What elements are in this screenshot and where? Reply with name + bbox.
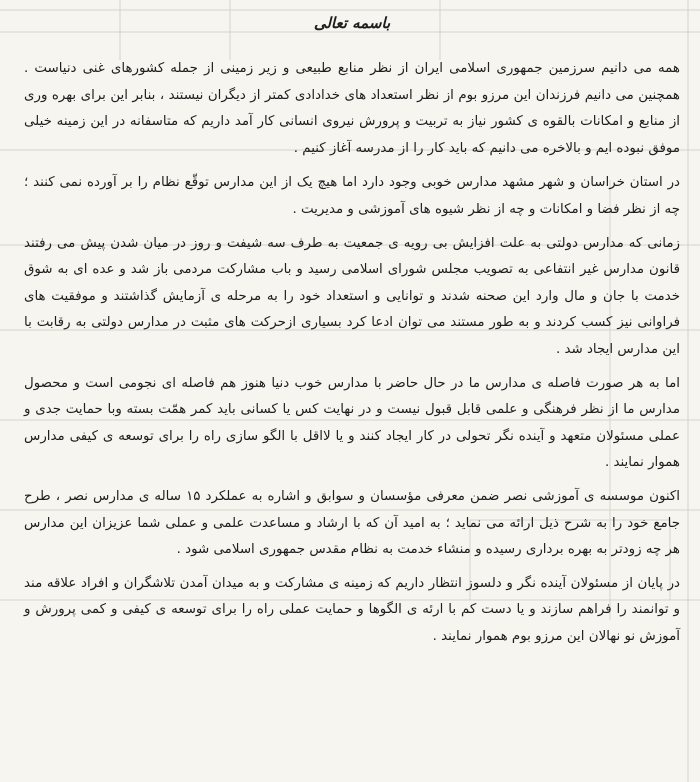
page-heading: باسمه تعالی <box>313 14 391 32</box>
paragraph-non-profit-law: زمانی که مدارس دولتی به علت افزایش بی رویه ی جمعیت به طرف سه شیفت و روز در میان شدن پیش می رفتند قانون مدارس غیر انتفاعی به تصویب مجلس شورای اسلامی رسید و باب مشارکت مردمی باز شد و عده ای به شوق خدمت با جان و مال وارد این صحنه شدند و توانایی و استعداد خود را به مرحله ی آزمایش گذاشتند و موفقیت های فراوانی نیز کسب کردند و به طور مستند می توان ادعا کرد بسیاری ازحرکت های مثبت در مدارس دولتی به رقابت با این مدارس ایجاد شد . <box>24 235 680 357</box>
paragraph-intro: همه می دانیم سرزمین جمهوری اسلامی ایران از نظر منابع طبیعی و زیر زمینی از جمله کشورهای غنی دنیاست . همچنین می دانیم فرزندان این مرزو بوم از نظر استعداد های خدادادی کمتر از دیگران نیستند ، بنابر این برای بهره وری از منابع و امکانات بالقوه ی کشور نیاز به تربیت و پرورش نیروی انسانی کار آمد داریم که متاسفانه در این زمینه خیلی موفق نبوده ایم و بالاخره می دانیم که باید کار را از مدرسه آغاز کنیم . <box>24 61 680 156</box>
paragraph-khorasan-schools: در استان خراسان و شهر مشهد مدارس خوبی وجود دارد اما هیچ یک از این مدارس توقّع نظام را بر آورده نمی کنند ؛ چه از نظر فضا و امکانات و چه از نظر شیوه های آموزشی و مدیریت . <box>24 175 680 217</box>
letter-page <box>24 14 680 657</box>
paragraph-closing: در پایان از مسئولان آینده نگر و دلسوز انتظار داریم که زمینه ی مشارکت و به میدان آمدن تلاشگران و افراد علاقه مند و توانمند را فراهم سازند و یا دست کم با ارئه ی الگوها و حمایت عملی راه را برای توسعه ی کیفی و کمی پرورش و آموزش نو نهالان این مرزو بوم هموار نمایند . <box>24 575 680 644</box>
paragraph-quality-gap: اما به هر صورت فاصله ی مدارس ما در حال حاضر با مدارس خوب دنیا هنوز هم فاصله ای نجومی است و محصول مدارس ما از نظر فرهنگی و علمی قابل قبول نیست و در نهایت کس یا کسانی باید کمر همّت بسته وبا حمایت جدی و عملی مسئولان متعهد و آینده نگر تحولی در کار ایجاد کنند و یا لااقل با الگو سازی راه را برای توسعه ی کیفی مدارس هموار نمایند . <box>24 375 680 471</box>
paragraph-nasr-institute: اکنون موسسه ی آموزشی نصر ضمن معرفی مؤسسان و سوابق و اشاره به عملکرد ۱۵ ساله ی مدارس نصر ، طرح جامع خود را به شرح ذیل ارائه می نماید ؛ به امید آن که با ارشاد و مساعدت علمی و عملی شما عزیزان این مدارس هر چه زودتر به بهره برداری رسیده و منشاء خدمت به نظام مقدس جمهوری اسلامی شود . <box>24 488 681 558</box>
